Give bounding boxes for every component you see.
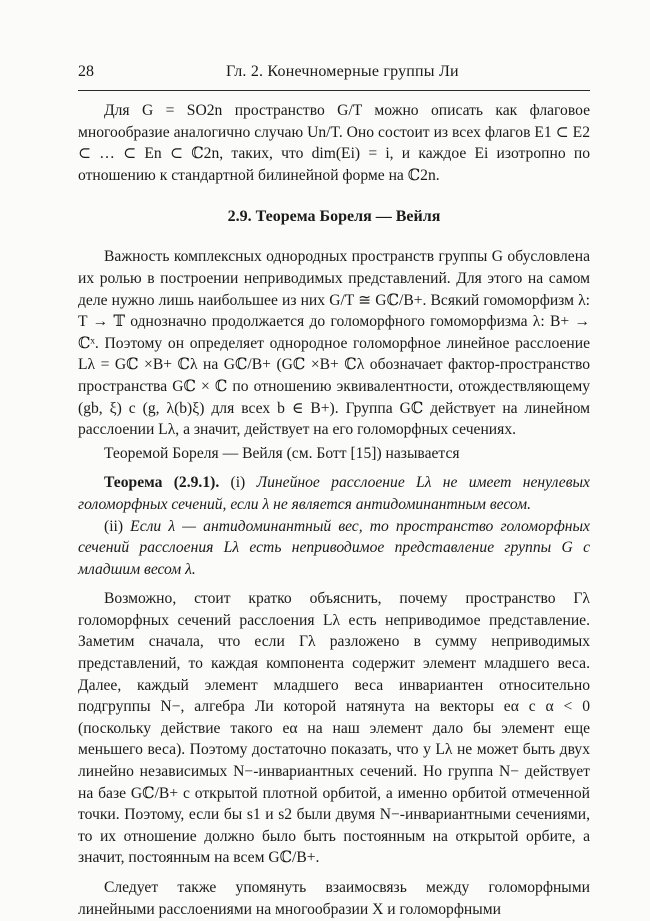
theorem-i-label: (i) <box>230 474 246 492</box>
page-body <box>78 100 590 920</box>
paragraph-flag-manifold: Для G = SO2n пространство G/T можно описать как флаговое многообразие аналогично случаю Un/T. Оно состоит из всех флагов E1 ⊂ E2 ⊂ … ⊂ En ⊂ ℂ2n, таких, что dim(Ei) = i, и каждое Ei изотропно по отношению к стандартной билинейной форме на ℂ2n. <box>78 102 590 184</box>
header-rule <box>78 90 590 91</box>
paragraph-borel-weil-intro: Теоремой Бореля — Вейля (см. Ботт [15]) называется <box>104 444 460 462</box>
paragraph-line-bundles: Следует также упомянуть взаимосвязь между голоморфными линейными расслоениями на многообразии X и голоморфными <box>78 879 590 918</box>
paragraph-homogeneous-spaces: Важность комплексных однородных пространств группы G обусловлена их ролью в построении неприводимых представлений. Для этого на самом деле нужно лишь наибольшее из них G/T ≅ Gℂ/B+. Всякий гомоморфизм λ: T → 𝕋 однозначно продолжается до голоморфного гомоморфизма λ: B+ → ℂˣ. Поэтому он определяет однородное голоморфное линейное расслоение Lλ = Gℂ ×B+ ℂλ на Gℂ/B+ (Gℂ ×B+ ℂλ обозначает фактор-пространство пространства Gℂ × ℂ по отношению эквивалентности, отождествляющему (gb, ξ) с (g, λ(b)ξ) для всех b ∈ B+). Группа Gℂ действует на линейном расслоении Lλ, а значит, действует на его голоморфных сечениях. <box>78 248 590 439</box>
section-title: 2.9. Теорема Бореля — Вейля <box>227 208 441 226</box>
theorem-ii-label: (ii) <box>104 517 124 535</box>
theorem-ii-text: Если λ — антидоминантный вес, то пространство голоморфных сечений расслоения Lλ есть неприводимое представление группы G с младшим весом λ. <box>78 517 590 578</box>
theorem-i-text: Линейное расслоение Lλ не имеет ненулевых голоморфных сечений, если λ не является антидоминантным весом. <box>78 474 590 513</box>
running-title: Гл. 2. Конечномерные группы Ли <box>226 63 459 80</box>
paragraph-explanation: Возможно, стоит кратко объяснить, почему пространство Γλ голоморфных сечений расслоения Lλ есть неприводимое представление. Заметим сначала, что если Γλ разложено в сумму неприводимых представлений, то каждая компонента содержит элемент младшего веса. Далее, каждый элемент младшего веса инвариантен относительно подгруппы N−, алгебра Ли которой натянута на векторы eα с α < 0 (поскольку действие такого eα на наш элемент дало бы элемент еще меньшего веса). Поэтому достаточно показать, что у Lλ не может быть двух линейно независимых N−-инвариантных сечений. Но группа N− действует на базе Gℂ/B+ с открытой плотной орбитой, а именно орбитой отмеченной точки. Поэтому, если бы s1 и s2 были двумя N−-инвариантными сечениями, то их отношение должно было быть постоянным на открытой орбите, а значит, постоянным на всем Gℂ/B+. <box>78 590 590 867</box>
theorem-part-ii <box>78 516 590 581</box>
page-number: 28 <box>78 63 94 80</box>
theorem-heading: Теорема (2.9.1). <box>104 474 220 492</box>
theorem-part-i <box>78 472 590 515</box>
